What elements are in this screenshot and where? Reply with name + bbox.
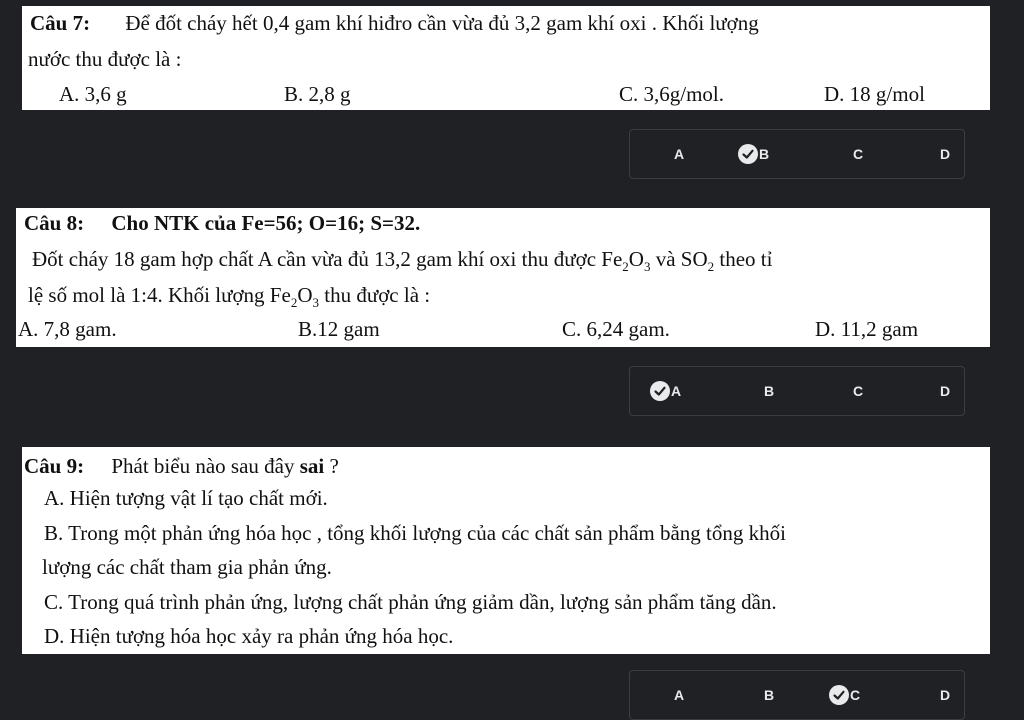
question-9-heading: Phát biểu nào sau đây: [111, 454, 295, 478]
question-8-stem-2: lệ số mol là 1:4. Khối lượng $Fe_2O_3$ thu được là :: [28, 283, 431, 311]
question-9-option-a: A. Hiện tượng vật lí tạo chất mới.: [44, 486, 328, 510]
question-8-choice-b[interactable]: B: [764, 383, 775, 399]
question-9-option-b-cont: lượng các chất tham gia phản ứng.: [42, 555, 332, 579]
check-icon: [829, 685, 849, 705]
check-icon: [738, 144, 758, 164]
question-9-answer-bar: [629, 670, 965, 720]
question-9-option-b: B. Trong một phản ứng hóa học , tổng khối lượng của các chất sản phẩm bằng tổng khối: [44, 521, 786, 545]
question-8-choice-a[interactable]: A: [650, 367, 681, 415]
question-9-choice-c[interactable]: C: [829, 671, 860, 719]
question-7-option-b: B. 2,8 g: [284, 82, 351, 106]
question-9-heading-bold: sai: [299, 454, 325, 478]
question-9-option-c: C. Trong quá trình phản ứng, lượng chất phản ứng giảm dần, lượng sản phẩm tăng dần.: [44, 590, 777, 614]
question-8-heading: Cho NTK của Fe=56; O=16; S=32.: [111, 211, 421, 235]
question-9-choice-d[interactable]: D: [940, 687, 951, 703]
question-7-choice-a[interactable]: A: [674, 146, 685, 162]
question-8-label: Câu 8:: [24, 211, 85, 235]
question-8-line-1: [24, 210, 420, 236]
question-8-choice-c[interactable]: C: [853, 383, 864, 399]
question-8-stem: Đốt cháy 18 gam hợp chất A cần vừa đủ 13,2 gam khí oxi thu được $Fe_2O_3$ và $SO_2$ theo tỉ: [32, 247, 773, 275]
question-7-choice-b[interactable]: B: [738, 130, 769, 178]
question-8-option-a: A. 7,8 gam.: [18, 317, 117, 341]
question-8-answer-bar: [629, 366, 965, 416]
question-8-choice-d[interactable]: D: [940, 383, 951, 399]
question-8-option-d: D. 11,2 gam: [815, 317, 919, 341]
question-9-line-1: [24, 453, 339, 479]
question-9-choice-b[interactable]: B: [764, 687, 775, 703]
question-8-option-b: B.12 gam: [298, 317, 380, 341]
question-7-option-d: D. 18 g/mol: [824, 82, 925, 106]
question-7-stem-2: nước thu được là :: [28, 47, 182, 71]
question-7-answer-bar: [629, 129, 965, 179]
question-9-heading-end: ?: [329, 454, 339, 478]
question-9-choice-a[interactable]: A: [674, 687, 685, 703]
question-9-option-d: D. Hiện tượng hóa học xảy ra phản ứng hóa học.: [44, 624, 454, 648]
question-7-choice-c[interactable]: C: [853, 146, 864, 162]
question-7-stem: Để đốt cháy hết 0,4 gam khí hiđro cần vừa đủ 3,2 gam khí oxi . Khối lượng: [125, 11, 759, 35]
question-7-label: Câu 7:: [30, 11, 91, 35]
check-icon: [650, 381, 670, 401]
question-7-image: [22, 6, 990, 110]
question-8-option-c: C. 6,24 gam.: [562, 317, 670, 341]
question-7-option-a: A. 3,6 g: [59, 82, 127, 106]
question-9-image: [22, 447, 990, 654]
question-7-line-1: [30, 10, 759, 36]
question-9-label: Câu 9:: [24, 454, 85, 478]
question-7-choice-d[interactable]: D: [940, 146, 951, 162]
question-8-image: [16, 208, 990, 347]
question-7-option-c: C. 3,6g/mol.: [619, 82, 725, 106]
